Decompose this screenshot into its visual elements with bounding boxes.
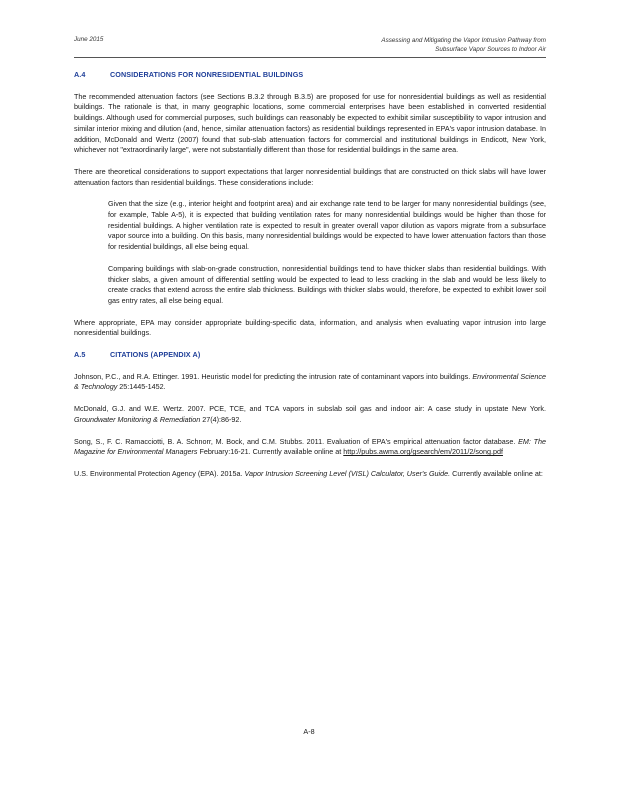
citation-text: 27(4):86-92. <box>200 414 242 424</box>
citation <box>74 372 546 393</box>
section-number: A.4 <box>74 70 86 79</box>
citation-text: Currently available online at: <box>450 468 543 478</box>
citation-journal: Vapor Intrusion Screening Level (VISL) Calculator, User's Guide. <box>244 468 451 478</box>
citation-journal: Groundwater Monitoring & Remediation <box>74 414 201 424</box>
citation-text: Johnson, P.C., and R.A. Ettinger. 1991. Heuristic model for predicting the intrusion rate of contaminant vapors into buildings. <box>74 371 473 381</box>
header-title <box>246 36 546 54</box>
page-number: A-8 <box>303 727 315 736</box>
citation-journal: EM: The Magazine for Environmental Managers <box>74 436 546 457</box>
citation-journal: Environmental Science & Technology <box>74 371 546 392</box>
header-title-line1: Assessing and Mitigating the Vapor Intrusion Pathway from <box>381 37 546 44</box>
paragraph: There are theoretical considerations to support expectations that larger nonresidential buildings that are constructed on thick slabs will have lower attenuation factors than residential buildings. These considerations include: <box>74 166 546 187</box>
paragraph: Where appropriate, EPA may consider appropriate building-specific data, information, and analysis when evaluating vapor intrusion into large nonresidential buildings. <box>74 317 546 338</box>
citation-text: 25:1445-1452. <box>117 382 166 392</box>
header-date: June 2015 <box>74 36 104 43</box>
citation-text: U.S. Environmental Protection Agency (EPA). 2015a. <box>74 468 245 478</box>
bullet-item <box>74 264 546 307</box>
section-number: A.5 <box>74 350 86 360</box>
section-heading-a5 <box>74 350 546 361</box>
section-title: CITATIONS (APPENDIX A) <box>110 350 201 360</box>
section-heading-a4 <box>74 70 546 81</box>
section-title: CONSIDERATIONS FOR NONRESIDENTIAL BUILDINGS <box>110 70 304 79</box>
citation-link[interactable]: http://pubs.awma.org/gsearch/em/2011/2/song.pdf <box>343 447 503 457</box>
citation <box>74 437 546 458</box>
document-body <box>74 70 546 491</box>
bullet-list <box>74 199 546 306</box>
citation-text: McDonald, G.J. and W.E. Wertz. 2007. PCE, TCE, and TCA vapors in subslab soil gas and indoor air: A case study in upstate New York. <box>74 404 546 414</box>
paragraph: The recommended attenuation factors (see Sections B.3.2 through B.3.5) are proposed for use for nonresidential buildings as well as residential buildings. The rationale is that, in many geographic locations, some commercial enterprises have been established in converted residential buildings. Although used for commercial purposes, such buildings can reasonably be expected to exhibit similar susceptibility to vapor intrusion and similar interior mixing and dilution (and, hence, similar attenuation factors) as residential buildings represented in EPA's vapor intrusion database. In addition, McDonald and Wertz (2007) found that sub-slab attenuation factors for commercial and institutional buildings in Endicott, New York, whichever not "extraordinarily large", were not substantially different than those for residential buildings in the same area. <box>74 91 546 155</box>
bullet-text: Comparing buildings with slab-on-grade construction, nonresidential buildings tend to have thicker slabs than residential buildings. With thicker slabs, a given amount of differential settling would be expected to lead to less cracking in the slab and would be less likely to create cracks that extend across the entire slab thickness. Buildings with thicker slabs would, therefore, be expected to exhibit lower soil gas entry rates, all else being equal. <box>108 263 546 305</box>
header-title-line2: Subsurface Vapor Sources to Indoor Air <box>435 46 546 53</box>
citation <box>74 469 546 480</box>
bullet-text: Given that the size (e.g., interior height and footprint area) and air exchange rate tend to be larger for many nonresidential buildings (see, for example, Table A-5), it is expected that building ventilation rates for many nonresidential buildings would be higher than those for residential buildings. A higher ventilation rate is expected to result in greater overall vapor dilution as vapors migrate from a subsurface vapor source into a building. On this basis, many nonresidential buildings would be expected to have lower attenuation factors than those for residential buildings, all else being equal. <box>108 199 546 252</box>
header-rule <box>74 57 546 58</box>
citation-text: February:16-21. Currently available online at <box>197 447 344 457</box>
citation-text: Song, S., F. C. Ramacciotti, B. A. Schnorr, M. Bock, and C.M. Stubbs. 2011. Evaluation of EPA's empirical attenuation factor database. <box>74 436 519 446</box>
bullet-item <box>74 199 546 253</box>
citation <box>74 404 546 425</box>
